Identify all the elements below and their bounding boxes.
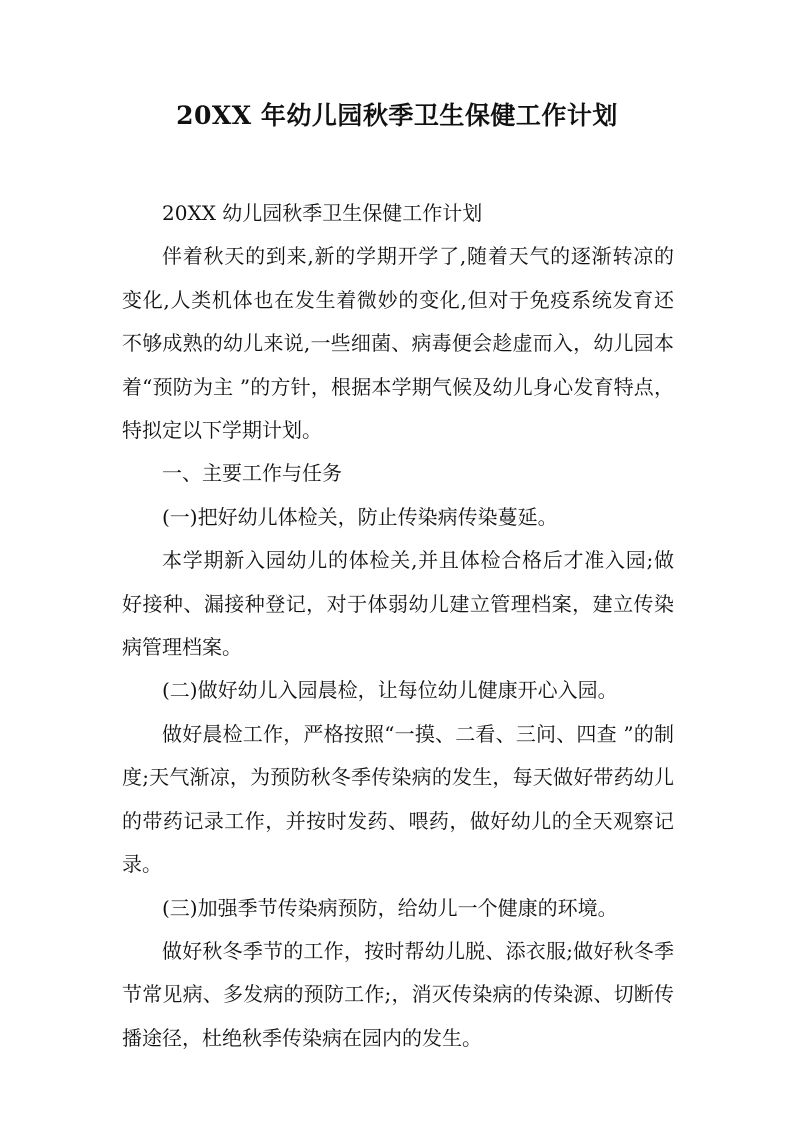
subtitle-paragraph: 20XX 幼儿园秋季卫生保健工作计划 [162,201,483,225]
body-paragraph-3: 做好秋冬季节的工作，按时帮幼儿脱、添衣服;做好秋冬季节常见病、多发病的预防工作;，消灭传染病的传染源、切断传播途径，杜绝秋季传染病在园内的发生。 [122,938,674,1050]
subsection-heading-2: (二)做好幼儿入园晨检，让每位幼儿健康开心入园。 [162,678,618,703]
body-paragraph-2: 做好晨检工作，严格按照“一摸、二看、三问、四查 ”的制度;天气渐凉，为预防秋冬季传染病的发生，每天做好带药幼儿的带药记录工作，并按时发药、喂药，做好幼儿的全天观察记录。 [122,721,674,877]
subsection-heading-3: (三)加强季节传染病预防，给幼儿一个健康的环境。 [162,895,618,920]
document-body [122,192,674,1060]
intro-paragraph: 伴着秋天的到来,新的学期开学了,随着天气的逐渐转凉的变化,人类机体也在发生着微妙的变化,但对于免疫系统发育还不够成熟的幼儿来说,一些细菌、病毒便会趁虚而入，幼儿园本着“预防为主 ”的方针，根据本学期气候及幼儿身心发育特点，特拟定以下学期计划。 [122,244,674,443]
body-paragraph-1: 本学期新入园幼儿的体检关,并且体检合格后才准入园;做好接种、漏接种登记，对于体弱幼儿建立管理档案，建立传染病管理档案。 [122,548,674,660]
page-title: 20XX 年幼儿园秋季卫生保健工作计划 [176,101,618,130]
section-heading: 一、主要工作与任务 [162,461,342,486]
subsection-heading-1: (一)把好幼儿体检关，防止传染病传染蔓延。 [162,504,558,529]
